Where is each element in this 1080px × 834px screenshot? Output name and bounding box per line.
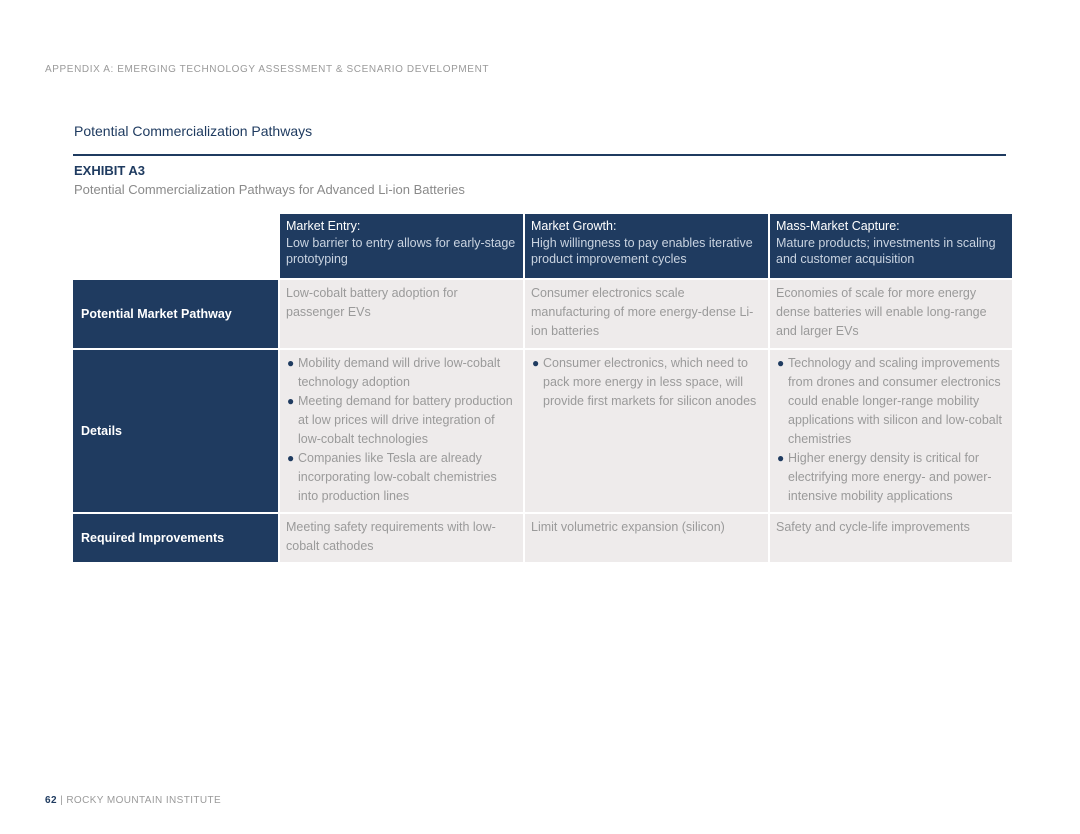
column-title: Market Growth: xyxy=(531,219,617,233)
column-header-market-entry xyxy=(280,214,523,278)
row-header: Potential Market Pathway xyxy=(73,280,278,348)
table-cell: Economies of scale for more energy dense batteries will enable long-range and larger EVs xyxy=(770,280,1012,348)
exhibit-subtitle: Potential Commercialization Pathways for Advanced Li-ion Batteries xyxy=(74,182,465,197)
bullet-icon: ● xyxy=(287,393,295,408)
bullet-icon: ● xyxy=(532,355,540,370)
bullet-list xyxy=(776,354,1006,506)
table-cell: Consumer electronics scale manufacturing of more energy-dense Li-ion batteries xyxy=(525,280,768,348)
table-cell: Low-cobalt battery adoption for passenger EVs xyxy=(280,280,523,348)
footer-separator: | xyxy=(60,795,64,806)
column-description: Mature products; investments in scaling and customer acquisition xyxy=(776,235,996,266)
list-item xyxy=(531,354,762,411)
row-header: Details xyxy=(73,350,278,512)
table-row-details xyxy=(73,350,1012,512)
list-item-text: Companies like Tesla are already incorporating low-cobalt chemistries into production lines xyxy=(298,450,497,503)
table-cell xyxy=(770,350,1012,512)
column-header-mass-market-capture xyxy=(770,214,1012,278)
table-cell xyxy=(280,350,523,512)
table-corner xyxy=(73,214,278,278)
page-footer xyxy=(45,795,221,806)
bullet-list xyxy=(286,354,517,506)
section-title: Potential Commercialization Pathways xyxy=(74,123,313,139)
list-item-text: Meeting demand for battery production at low prices will drive integration of low-cobalt technologies xyxy=(298,393,513,446)
table-cell xyxy=(525,350,768,512)
column-header-market-growth xyxy=(525,214,768,278)
exhibit-label: EXHIBIT A3 xyxy=(74,163,146,178)
section-divider xyxy=(73,154,1006,156)
column-description: High willingness to pay enables iterative product improvement cycles xyxy=(531,235,753,266)
bullet-icon: ● xyxy=(777,355,785,370)
list-item-text: Mobility demand will drive low-cobalt technology adoption xyxy=(298,355,501,389)
list-item xyxy=(286,392,517,449)
list-item xyxy=(286,449,517,506)
table-row-required-improvements xyxy=(73,514,1012,562)
table-row-potential-market-pathway xyxy=(73,280,1012,348)
bullet-icon: ● xyxy=(287,355,295,370)
column-title: Mass-Market Capture: xyxy=(776,219,900,233)
bullet-icon: ● xyxy=(287,450,295,465)
table-cell: Limit volumetric expansion (silicon) xyxy=(525,514,768,562)
bullet-icon: ● xyxy=(777,450,785,465)
page-number: 62 xyxy=(45,795,57,806)
list-item-text: Technology and scaling improvements from drones and consumer electronics could enable longer-range mobility applications with silicon and low-cobalt chemistries xyxy=(788,355,1003,446)
commercialization-pathways-table xyxy=(71,212,1014,564)
list-item-text: Consumer electronics, which need to pack more energy in less space, will provide first markets for silicon anodes xyxy=(543,355,757,408)
table-cell: Meeting safety requirements with low-cobalt cathodes xyxy=(280,514,523,562)
footer-org: ROCKY MOUNTAIN INSTITUTE xyxy=(66,795,222,806)
list-item xyxy=(286,354,517,392)
column-description: Low barrier to entry allows for early-stage prototyping xyxy=(286,235,516,266)
list-item xyxy=(776,449,1006,506)
list-item xyxy=(776,354,1006,449)
column-title: Market Entry: xyxy=(286,219,361,233)
row-header: Required Improvements xyxy=(73,514,278,562)
table-cell: Safety and cycle-life improvements xyxy=(770,514,1012,562)
bullet-list xyxy=(531,354,762,411)
running-header: APPENDIX A: EMERGING TECHNOLOGY ASSESSMENT & SCENARIO DEVELOPMENT xyxy=(45,64,490,75)
table-header-row xyxy=(73,214,1012,278)
list-item-text: Higher energy density is critical for electrifying more energy- and power-intensive mobility applications xyxy=(788,450,992,503)
